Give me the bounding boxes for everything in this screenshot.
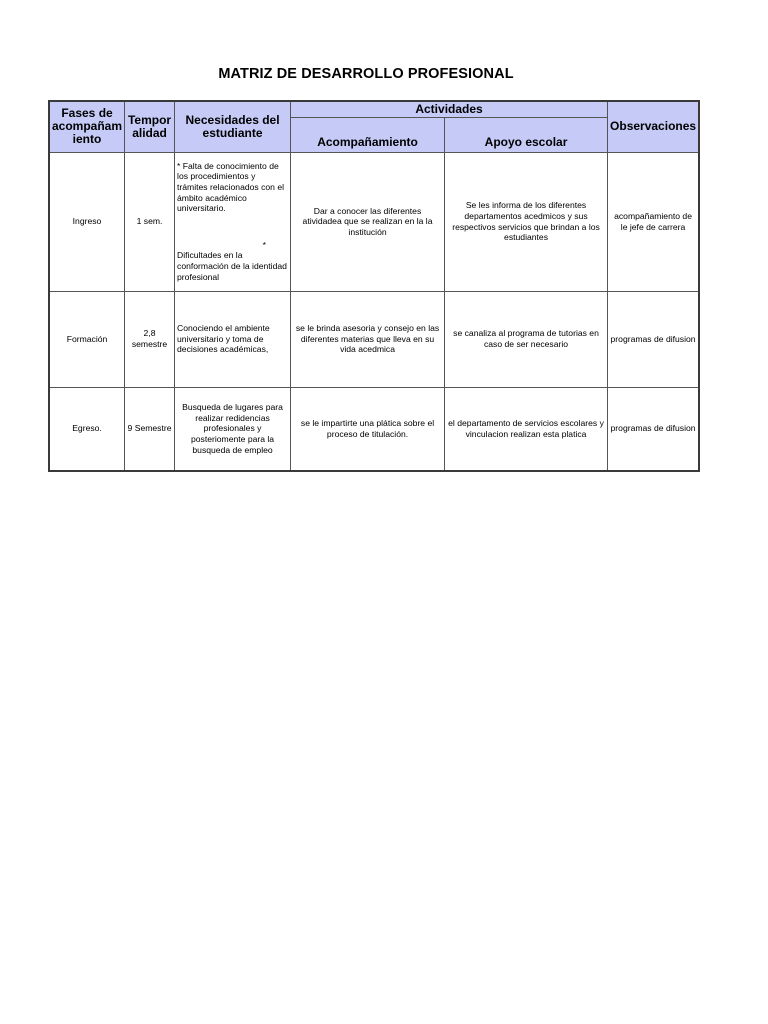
necesidades-bullet: *: [262, 239, 267, 250]
document-title: MATRIZ DE DESARROLLO PROFESIONAL: [218, 66, 514, 82]
header-apoyo-escolar: Apoyo escolar: [445, 117, 608, 152]
cell-necesidades: Conociendo el ambiente universitario y toma de decisiones académicas,: [175, 291, 291, 387]
header-temporalidad: Tempor alidad: [125, 101, 175, 152]
table-row-formacion: [49, 291, 699, 387]
cell-observaciones: acompañamiento de le jefe de carrera: [608, 152, 700, 291]
table-row-ingreso: [49, 152, 699, 291]
cell-observaciones: programas de difusion: [608, 387, 700, 471]
cell-apoyo-escolar: el departamento de servicios escolares y vinculacion realizan esta platica: [445, 387, 608, 471]
cell-temporalidad: 2,8 semestre: [125, 291, 175, 387]
header-necesidades: Necesidades del estudiante: [175, 101, 291, 152]
header-actividades: Actividades: [291, 101, 608, 117]
cell-acompanamiento: Dar a conocer las diferentes atividadea que se realizan en la la institución: [291, 152, 445, 291]
cell-fase: Formación: [49, 291, 125, 387]
cell-apoyo-escolar: Se les informa de los diferentes departamentos acedmicos y sus respectivos servicios que brindan a los estudiantes: [445, 152, 608, 291]
development-matrix-table: [48, 100, 700, 472]
cell-observaciones: programas de difusion: [608, 291, 700, 387]
cell-fase: Egreso.: [49, 387, 125, 471]
cell-temporalidad: 9 Semestre: [125, 387, 175, 471]
cell-acompanamiento: se le impartirte una plática sobre el proceso de titulación.: [291, 387, 445, 471]
header-acompanamiento: Acompañamiento: [291, 117, 445, 152]
cell-necesidades: Busqueda de lugares para realizar redidencias profesionales y posteriomente para la busqueda de empleo: [175, 387, 291, 471]
cell-acompanamiento: se le brinda asesoria y consejo en las diferentes materias que lleva en su vida acedmica: [291, 291, 445, 387]
necesidades-item-1: * Falta de conocimiento de los procedimientos y trámites relacionados con el ámbito académico universitario.: [177, 160, 285, 214]
header-observaciones: Observaciones: [608, 101, 700, 152]
table-row-egreso: [49, 387, 699, 471]
cell-temporalidad: 1 sem.: [125, 152, 175, 291]
header-fases: Fases de acompañam iento: [49, 101, 125, 152]
cell-fase: Ingreso: [49, 152, 125, 291]
cell-necesidades: [175, 152, 291, 291]
necesidades-item-2: Dificultades en la conformación de la identidad profesional: [177, 250, 287, 282]
cell-apoyo-escolar: se canaliza al programa de tutorias en caso de ser necesario: [445, 291, 608, 387]
